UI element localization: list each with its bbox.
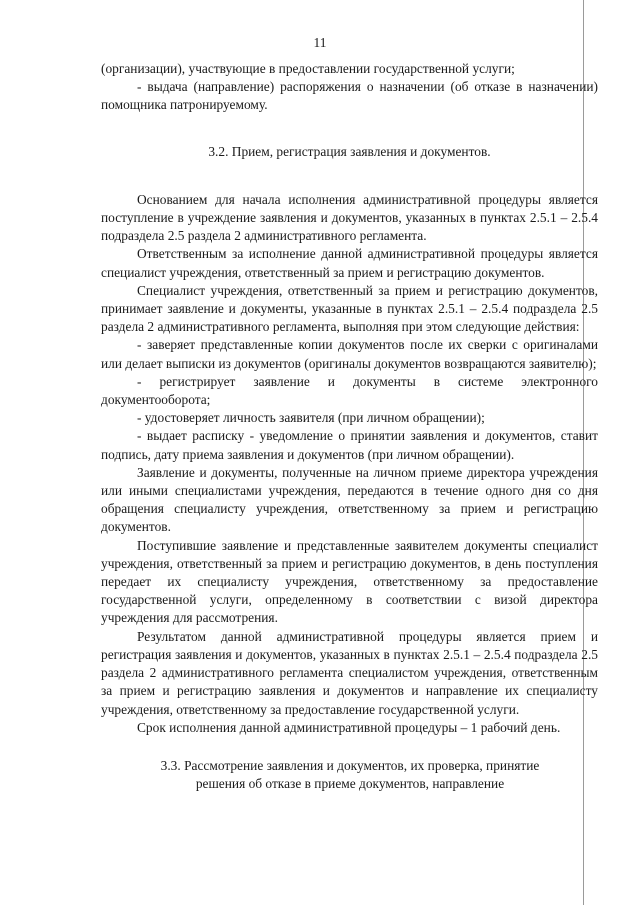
list-item: - выдает расписку - уведомление о принятии заявления и документов, ставит подпись, дату приема заявления и документов (при личном обращении). — [101, 428, 598, 462]
list-item: - удостоверяет личность заявителя (при личном обращении); — [137, 410, 485, 426]
list-item: - заверяет представленные копии документов после их сверки с оригиналами или делает выписки из документов (оригиналы документов возвращаются заявителю); — [101, 337, 598, 371]
paragraph: Основанием для начала исполнения административной процедуры является поступление в учреждение заявления и документов, указанных в пунктах 2.5.1 – 2.5.4 подраздела 2.5 раздела 2 административного регламента. — [101, 191, 598, 244]
section-heading: 3.2. Прием, регистрация заявления и документов. — [208, 143, 491, 159]
paragraph: Заявление и документы, полученные на личном приеме директора учреждения или иными специалистами учреждения, передаются в течение одного дня со дня обращения специалисту учреждения, ответственному за прием и регистрацию документов. — [101, 464, 598, 535]
heading-line: 3.3. Рассмотрение заявления и документов, их проверка, принятие — [160, 757, 540, 773]
page-content — [101, 60, 598, 793]
list-item: - регистрирует заявление и документы в системе электронного документооборота; — [101, 373, 598, 408]
page-number: 11 — [313, 35, 327, 50]
paragraph: Ответственным за исполнение данной административной процедуры является специалист учреждения, ответственный за прием и регистрацию документов. — [101, 246, 598, 280]
paragraph: Специалист учреждения, ответственный за прием и регистрацию документов, принимает заявление и документы, указанные в пунктах 2.5.1 – 2.5.4 подраздела 2.5 раздела 2 административного регламента, выполняя при этом следующие действия: — [101, 282, 598, 335]
continuation-list-item: - выдача (направление) распоряжения о назначении (об отказе в назначении) помощника патронируемому. — [101, 79, 598, 113]
section-heading-3-3 — [115, 757, 585, 793]
continuation-line: (организации), участвующие в предоставлении государственной услуги; — [101, 61, 515, 76]
paragraph: Результатом данной административной процедуры является прием и регистрация заявления и документов, указанных в пунктах 2.5.1 – 2.5.4 подраздела 2.5 раздела 2 административного регламента специалистом учреждения, ответственным за прием и регистрацию заявления и документов и направление их специалисту учреждения, ответственному за предоставление государственной услуги. — [101, 628, 598, 717]
heading-line: решения об отказе в приеме документов, направление — [195, 776, 505, 792]
paragraph: Срок исполнения данной административной процедуры – 1 рабочий день. — [137, 719, 561, 735]
paragraph: Поступившие заявление и представленные заявителем документы специалист учреждения, ответственный за прием и регистрацию документов, в день поступления передает их специалисту учреждения, ответственному за предоставление государственной услуги, определенному в соответствии с визой директора учреждения для рассмотрения. — [101, 537, 598, 626]
